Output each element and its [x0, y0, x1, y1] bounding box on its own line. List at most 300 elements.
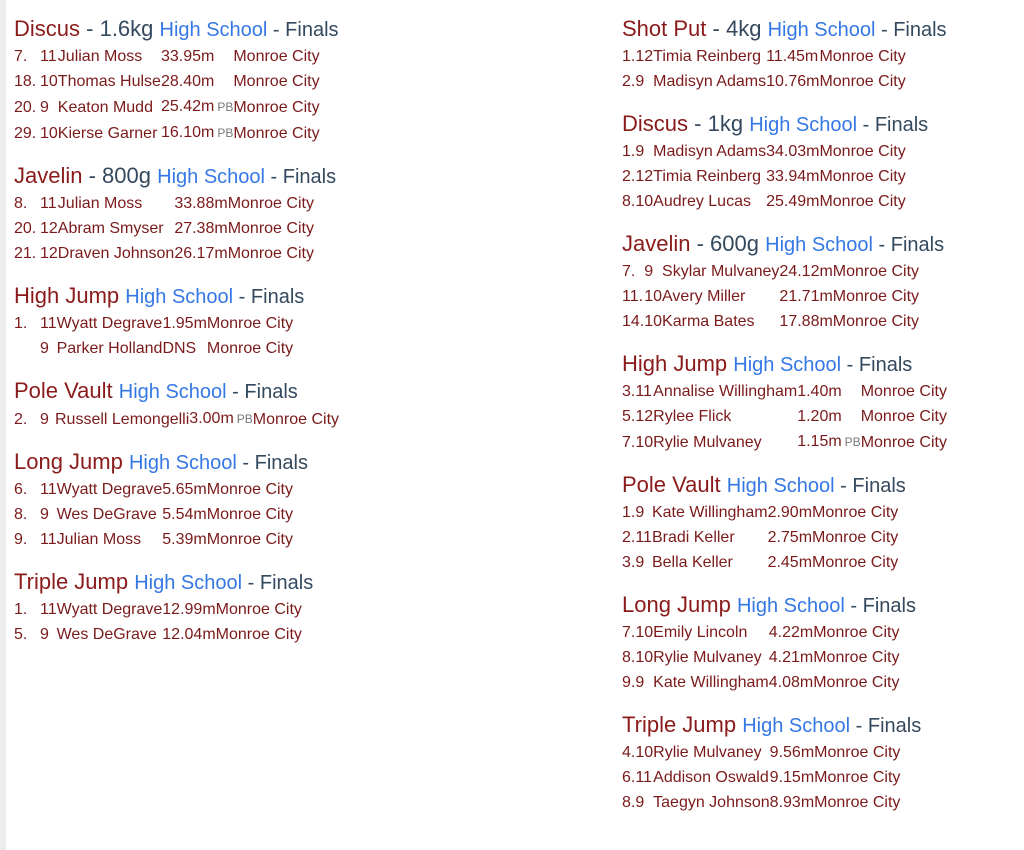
- event-block: [14, 447, 594, 552]
- mark-link[interactable]: 1.20m: [797, 408, 842, 425]
- level-link[interactable]: High School: [134, 572, 243, 594]
- result-row: [14, 241, 314, 266]
- grade: 11: [40, 531, 57, 548]
- mark-cell: [768, 550, 812, 575]
- mark-link[interactable]: 12.99m: [162, 601, 216, 618]
- team-link[interactable]: Monroe City: [819, 73, 906, 90]
- athlete-name-link[interactable]: Madisyn Adams: [653, 73, 767, 90]
- athlete-name-link[interactable]: Kierse Garner: [57, 124, 158, 142]
- mark-cell: [161, 44, 233, 69]
- place: 6.: [622, 769, 636, 786]
- mark-link[interactable]: 28.40m: [160, 73, 215, 90]
- athlete-name-link[interactable]: Annalise Willingham: [653, 383, 798, 400]
- team-link[interactable]: Monroe City: [206, 506, 293, 523]
- place: 14.: [622, 313, 645, 330]
- event-round: Finals: [244, 381, 298, 403]
- results-table: [622, 259, 919, 334]
- team-link[interactable]: Monroe City: [812, 529, 899, 546]
- mark-cell: [770, 790, 814, 815]
- place: 1.: [622, 143, 636, 160]
- athlete-name-link[interactable]: Madisyn Adams: [653, 143, 767, 160]
- team-link[interactable]: Monroe City: [819, 193, 906, 210]
- team-link[interactable]: Monroe City: [227, 195, 314, 212]
- result-row: [14, 527, 293, 552]
- athlete-name-link[interactable]: Julian Moss: [57, 195, 143, 212]
- round-separator: -: [233, 286, 251, 308]
- result-row: [14, 311, 293, 336]
- pb-badge: PB: [217, 126, 234, 140]
- result-row: [622, 69, 906, 94]
- athlete-name-link[interactable]: Avery Miller: [662, 288, 746, 305]
- grade: 11: [40, 48, 57, 65]
- mark-link[interactable]: 4.08m: [768, 674, 814, 691]
- round-separator: -: [850, 715, 868, 737]
- mark-cell: [768, 525, 812, 550]
- place: 6.: [14, 481, 28, 498]
- athlete-name-link[interactable]: Wyatt Degrave: [56, 315, 163, 332]
- place: 1.: [14, 315, 28, 332]
- grade: 12: [635, 408, 654, 425]
- event-name: Pole Vault: [14, 378, 113, 403]
- result-row: [14, 502, 293, 527]
- event-title: [622, 470, 1012, 500]
- event-name: Discus: [622, 111, 689, 136]
- result-row: [622, 284, 919, 309]
- place: 3.: [622, 554, 636, 571]
- event-name: High Jump: [14, 283, 120, 308]
- grade: 11: [635, 769, 652, 786]
- mark-cell: [174, 241, 227, 266]
- event-block: [622, 470, 1012, 575]
- event-name: Shot Put: [622, 16, 707, 41]
- mark-link[interactable]: 33.94m: [766, 168, 820, 185]
- team-link[interactable]: Monroe City: [233, 124, 320, 142]
- result-row: [14, 406, 339, 432]
- athlete-name-link[interactable]: Skylar Mulvaney: [662, 263, 780, 280]
- grade: 12: [635, 168, 654, 185]
- event-title: [622, 229, 1012, 259]
- mark-link[interactable]: 16.10m: [160, 124, 215, 141]
- mark-cell: [162, 622, 215, 647]
- athlete-name-link[interactable]: Bella Keller: [651, 554, 733, 571]
- level-link[interactable]: High School: [767, 19, 876, 41]
- place: 11.: [622, 288, 644, 305]
- event-name: High Jump: [622, 351, 728, 376]
- team-link[interactable]: Monroe City: [252, 410, 340, 428]
- mark-cell: [766, 189, 819, 214]
- mark-cell: [779, 259, 832, 284]
- event-block: [622, 349, 1012, 455]
- event-round: Finals: [254, 452, 308, 474]
- team-link[interactable]: Monroe City: [814, 744, 901, 761]
- mark-cell: [189, 406, 252, 432]
- grade: 10: [40, 124, 58, 142]
- grade: 10: [635, 624, 654, 641]
- grade: 10: [644, 313, 663, 330]
- place: 4.: [622, 744, 636, 761]
- result-row: [622, 309, 919, 334]
- athlete-name-link[interactable]: Abram Smyser: [57, 220, 164, 237]
- mark-link[interactable]: 25.49m: [766, 193, 820, 210]
- mark-link[interactable]: 33.88m: [174, 195, 228, 212]
- event-title: [622, 109, 1012, 139]
- place: 1.: [622, 48, 636, 65]
- event-round: Finals: [874, 114, 929, 136]
- grade: 11: [40, 601, 57, 618]
- event-title: [14, 14, 594, 44]
- mark-cell: [769, 670, 813, 695]
- team-link[interactable]: Monroe City: [233, 48, 320, 65]
- event-block: [622, 14, 1012, 94]
- results-table: [14, 311, 293, 361]
- level-link[interactable]: High School: [726, 475, 835, 497]
- mark-link[interactable]: 5.39m: [162, 531, 207, 548]
- team-link[interactable]: Monroe City: [206, 531, 293, 548]
- result-row: [14, 597, 302, 622]
- round-separator: -: [875, 19, 894, 41]
- grade: 11: [40, 315, 57, 332]
- grade: 10: [644, 288, 663, 305]
- event-weight: 600g: [710, 231, 759, 256]
- athlete-name-link[interactable]: Karma Bates: [662, 313, 755, 330]
- event-block: [14, 14, 594, 146]
- mark-link[interactable]: 9.56m: [769, 744, 815, 761]
- place: 2.: [14, 410, 28, 428]
- place: 5.: [622, 408, 636, 425]
- round-separator: -: [226, 381, 245, 403]
- grade: 9: [40, 340, 49, 357]
- result-row: [622, 44, 906, 69]
- team-link[interactable]: Monroe City: [832, 263, 920, 280]
- event-title: [14, 447, 594, 477]
- team-link[interactable]: Monroe City: [860, 383, 947, 400]
- mark-cell: [162, 477, 206, 502]
- place: 1.: [622, 504, 636, 521]
- grade: 10: [635, 649, 654, 666]
- level-link[interactable]: High School: [765, 234, 873, 256]
- grade: 9: [40, 410, 49, 428]
- event-weight-separator: -: [82, 163, 103, 188]
- team-link[interactable]: Monroe City: [832, 288, 920, 305]
- athlete-name-link[interactable]: Parker Holland: [56, 340, 163, 357]
- level-link[interactable]: High School: [128, 452, 237, 474]
- level-link[interactable]: High School: [736, 595, 845, 617]
- place: 20.: [14, 220, 37, 237]
- result-row: [622, 670, 899, 695]
- mark-cell: [769, 645, 813, 670]
- team-link[interactable]: Monroe City: [819, 143, 906, 160]
- team-link[interactable]: Monroe City: [813, 649, 900, 666]
- round-separator: -: [264, 166, 283, 188]
- athlete-name-link[interactable]: Wyatt Degrave: [56, 481, 163, 498]
- result-row: [622, 525, 898, 550]
- result-row: [14, 94, 320, 120]
- athlete-name-link[interactable]: Wyatt Degrave: [56, 601, 163, 618]
- athlete-name-link[interactable]: Rylie Mulvaney: [653, 433, 762, 451]
- grade: 9: [635, 554, 645, 571]
- level-link[interactable]: High School: [157, 166, 265, 188]
- event-round: Finals: [890, 234, 945, 256]
- event-block: [622, 710, 1012, 815]
- grade: 10: [40, 73, 58, 90]
- grade: 9: [635, 794, 645, 811]
- grade: 9: [40, 626, 49, 643]
- mark-link[interactable]: 4.21m: [768, 649, 814, 666]
- mark-cell: [161, 120, 233, 146]
- mark-link[interactable]: 11.45m: [766, 48, 819, 65]
- level-link[interactable]: High School: [159, 19, 268, 41]
- place: 8.: [622, 193, 636, 210]
- round-separator: -: [236, 452, 255, 474]
- mark-cell: [797, 429, 860, 455]
- mark-cell: [768, 500, 812, 525]
- grade: 9: [635, 504, 645, 521]
- event-weight-separator: -: [80, 16, 100, 41]
- round-separator: -: [834, 475, 853, 497]
- results-table: [14, 191, 314, 266]
- grade: 11: [635, 529, 652, 546]
- event-block: [622, 590, 1012, 695]
- event-title: [14, 281, 594, 311]
- athlete-name-link[interactable]: Rylie Mulvaney: [653, 649, 762, 666]
- grade: 9: [644, 263, 654, 280]
- mark-link[interactable]: 2.90m: [767, 504, 813, 521]
- grade: 9: [40, 506, 49, 523]
- mark-cell: [174, 216, 227, 241]
- mark-cell: [161, 94, 233, 120]
- team-link[interactable]: Monroe City: [215, 626, 302, 643]
- mark-link[interactable]: 12.04m: [162, 626, 216, 643]
- event-round: Finals: [282, 166, 337, 188]
- mark-cell: [766, 164, 819, 189]
- athlete-name-link[interactable]: Bradi Keller: [651, 529, 735, 546]
- athlete-name-link[interactable]: Kate Willingham: [653, 674, 769, 691]
- place: 7.: [622, 433, 636, 451]
- mark-link[interactable]: 25.42m: [160, 98, 215, 115]
- level-link[interactable]: High School: [749, 114, 858, 136]
- athlete-name-link[interactable]: Timia Reinberg: [653, 48, 762, 65]
- event-round: Finals: [858, 354, 913, 376]
- team-link[interactable]: Monroe City: [812, 554, 899, 571]
- results-table: [14, 597, 302, 647]
- event-weight: 1kg: [707, 111, 744, 136]
- results-table: [622, 620, 899, 695]
- place: 7.: [622, 624, 636, 641]
- left-edge-border: [0, 0, 6, 850]
- mark-link[interactable]: 21.71m: [779, 288, 833, 305]
- athlete-name-link[interactable]: Addison Oswald: [653, 769, 769, 786]
- mark-cell: [779, 284, 832, 309]
- event-name: Long Jump: [14, 449, 123, 474]
- grade: 9: [40, 98, 49, 116]
- round-separator: -: [267, 19, 286, 41]
- team-link[interactable]: Monroe City: [233, 98, 320, 116]
- result-row: [622, 164, 906, 189]
- team-link[interactable]: Monroe City: [814, 794, 901, 811]
- athlete-name-link[interactable]: Wes DeGrave: [56, 626, 157, 643]
- place: 7.: [622, 263, 636, 280]
- level-link[interactable]: High School: [125, 286, 234, 308]
- team-link[interactable]: Monroe City: [227, 220, 314, 237]
- mark-cell: [766, 69, 819, 94]
- result-row: [14, 336, 293, 361]
- pb-badge: PB: [844, 435, 861, 449]
- mark-cell: [797, 379, 860, 404]
- level-link[interactable]: High School: [733, 354, 842, 376]
- result-row: [14, 191, 314, 216]
- result-row: [622, 790, 900, 815]
- grade: 12: [40, 220, 58, 237]
- result-row: [622, 620, 899, 645]
- team-link[interactable]: Monroe City: [206, 481, 293, 498]
- grade: 12: [635, 48, 654, 65]
- left-results-column: [14, 14, 594, 662]
- athlete-name-link[interactable]: Wes DeGrave: [56, 506, 157, 523]
- athlete-name-link[interactable]: Russell Lemongelli: [55, 410, 190, 428]
- team-link[interactable]: Monroe City: [233, 73, 320, 90]
- mark-link[interactable]: 24.12m: [779, 263, 833, 280]
- event-block: [622, 109, 1012, 214]
- athlete-name-link[interactable]: Kate Willingham: [651, 504, 768, 521]
- event-block: [14, 161, 594, 266]
- event-name: Long Jump: [622, 592, 731, 617]
- mark-cell: [162, 336, 206, 361]
- grade: 10: [635, 744, 654, 761]
- event-title: [622, 710, 1012, 740]
- mark-link[interactable]: 2.45m: [767, 554, 813, 571]
- athlete-name-link[interactable]: Timia Reinberg: [653, 168, 762, 185]
- mark-link[interactable]: 27.38m: [174, 220, 228, 237]
- place: 8.: [622, 794, 636, 811]
- mark-link[interactable]: 2.75m: [767, 529, 813, 546]
- place: 1.: [14, 601, 28, 618]
- event-round: Finals: [852, 475, 906, 497]
- team-link[interactable]: Monroe City: [819, 48, 906, 65]
- level-link[interactable]: High School: [742, 715, 851, 737]
- athlete-name-link[interactable]: Emily Lincoln: [653, 624, 748, 641]
- mark-cell: [162, 311, 206, 336]
- mark-cell: [162, 597, 215, 622]
- result-row: [622, 645, 899, 670]
- place: [14, 336, 40, 361]
- event-weight: 4kg: [725, 16, 762, 41]
- mark-cell: [174, 191, 227, 216]
- athlete-name-link[interactable]: Julian Moss: [56, 531, 142, 548]
- team-link[interactable]: Monroe City: [206, 340, 294, 357]
- event-title: [622, 349, 1012, 379]
- team-link[interactable]: Monroe City: [860, 408, 947, 425]
- mark-link[interactable]: 33.95m: [160, 48, 215, 65]
- mark-link[interactable]: 10.76m: [766, 73, 820, 90]
- team-link[interactable]: Monroe City: [206, 315, 294, 332]
- athlete-name-link[interactable]: Rylie Mulvaney: [653, 744, 762, 761]
- event-weight: 1.6kg: [99, 16, 154, 41]
- mark-link[interactable]: 5.65m: [162, 481, 207, 498]
- mark-cell: [162, 527, 206, 552]
- athlete-name-link[interactable]: Rylee Flick: [653, 408, 732, 425]
- event-title: [14, 161, 594, 191]
- round-separator: -: [844, 595, 863, 617]
- round-separator: -: [857, 114, 875, 136]
- mark-link[interactable]: 5.54m: [162, 506, 207, 523]
- event-round: Finals: [285, 19, 339, 41]
- level-link[interactable]: High School: [118, 381, 227, 403]
- athlete-name-link[interactable]: Draven Johnson: [57, 245, 175, 262]
- athlete-name-link[interactable]: Taegyn Johnson: [653, 794, 770, 811]
- team-link[interactable]: Monroe City: [813, 624, 900, 641]
- results-table: [622, 740, 900, 815]
- team-link[interactable]: Monroe City: [215, 601, 302, 618]
- team-link[interactable]: Monroe City: [814, 769, 901, 786]
- mark-cell: [779, 309, 832, 334]
- results-table: [622, 379, 947, 455]
- pb-badge: PB: [217, 100, 234, 114]
- team-link[interactable]: Monroe City: [819, 168, 906, 185]
- event-title: [622, 14, 1012, 44]
- grade: 10: [635, 433, 654, 451]
- team-link[interactable]: Monroe City: [812, 504, 899, 521]
- result-row: [14, 622, 302, 647]
- team-link[interactable]: Monroe City: [813, 674, 900, 691]
- athlete-name-link[interactable]: Julian Moss: [57, 48, 143, 65]
- result-row: [622, 500, 898, 525]
- result-row: [622, 379, 947, 404]
- place: 2.: [622, 529, 636, 546]
- place: 3.: [622, 383, 636, 400]
- event-name: Pole Vault: [622, 472, 721, 497]
- place: 20.: [14, 98, 37, 116]
- result-row: [14, 216, 314, 241]
- mark-link[interactable]: 3.00m: [189, 410, 234, 427]
- mark-link[interactable]: 4.22m: [768, 624, 814, 641]
- mark-link[interactable]: 26.17m: [174, 245, 228, 262]
- mark-link[interactable]: DNS: [162, 340, 197, 357]
- athlete-name-link[interactable]: Thomas Hulse: [57, 73, 161, 90]
- event-weight-separator: -: [706, 16, 726, 41]
- team-link[interactable]: Monroe City: [227, 245, 314, 262]
- result-row: [14, 44, 320, 69]
- mark-link[interactable]: 34.03m: [766, 143, 820, 160]
- result-row: [14, 69, 320, 94]
- team-link[interactable]: Monroe City: [832, 313, 920, 330]
- result-row: [14, 120, 320, 146]
- athlete-name-link[interactable]: Audrey Lucas: [653, 193, 751, 210]
- results-table: [622, 44, 906, 94]
- mark-link[interactable]: 1.40m: [797, 383, 842, 400]
- team-link[interactable]: Monroe City: [860, 433, 947, 451]
- event-name: Discus: [14, 16, 81, 41]
- place: 5.: [14, 626, 28, 643]
- mark-cell: [161, 69, 233, 94]
- results-table: [622, 139, 906, 214]
- grade: 9: [635, 73, 645, 90]
- athlete-name-link[interactable]: Keaton Mudd: [57, 98, 153, 116]
- results-table: [14, 477, 293, 552]
- place: 29.: [14, 124, 37, 142]
- mark-link[interactable]: 1.95m: [162, 315, 207, 332]
- mark-link[interactable]: 1.15m: [797, 433, 842, 450]
- place: 7.: [14, 48, 28, 65]
- event-block: [14, 567, 594, 647]
- mark-link[interactable]: 9.15m: [769, 769, 815, 786]
- result-row: [622, 404, 947, 429]
- results-table: [622, 500, 898, 575]
- place: 18.: [14, 73, 37, 90]
- result-row: [622, 429, 947, 455]
- mark-link[interactable]: 17.88m: [779, 313, 833, 330]
- mark-link[interactable]: 8.93m: [769, 794, 815, 811]
- result-row: [14, 477, 293, 502]
